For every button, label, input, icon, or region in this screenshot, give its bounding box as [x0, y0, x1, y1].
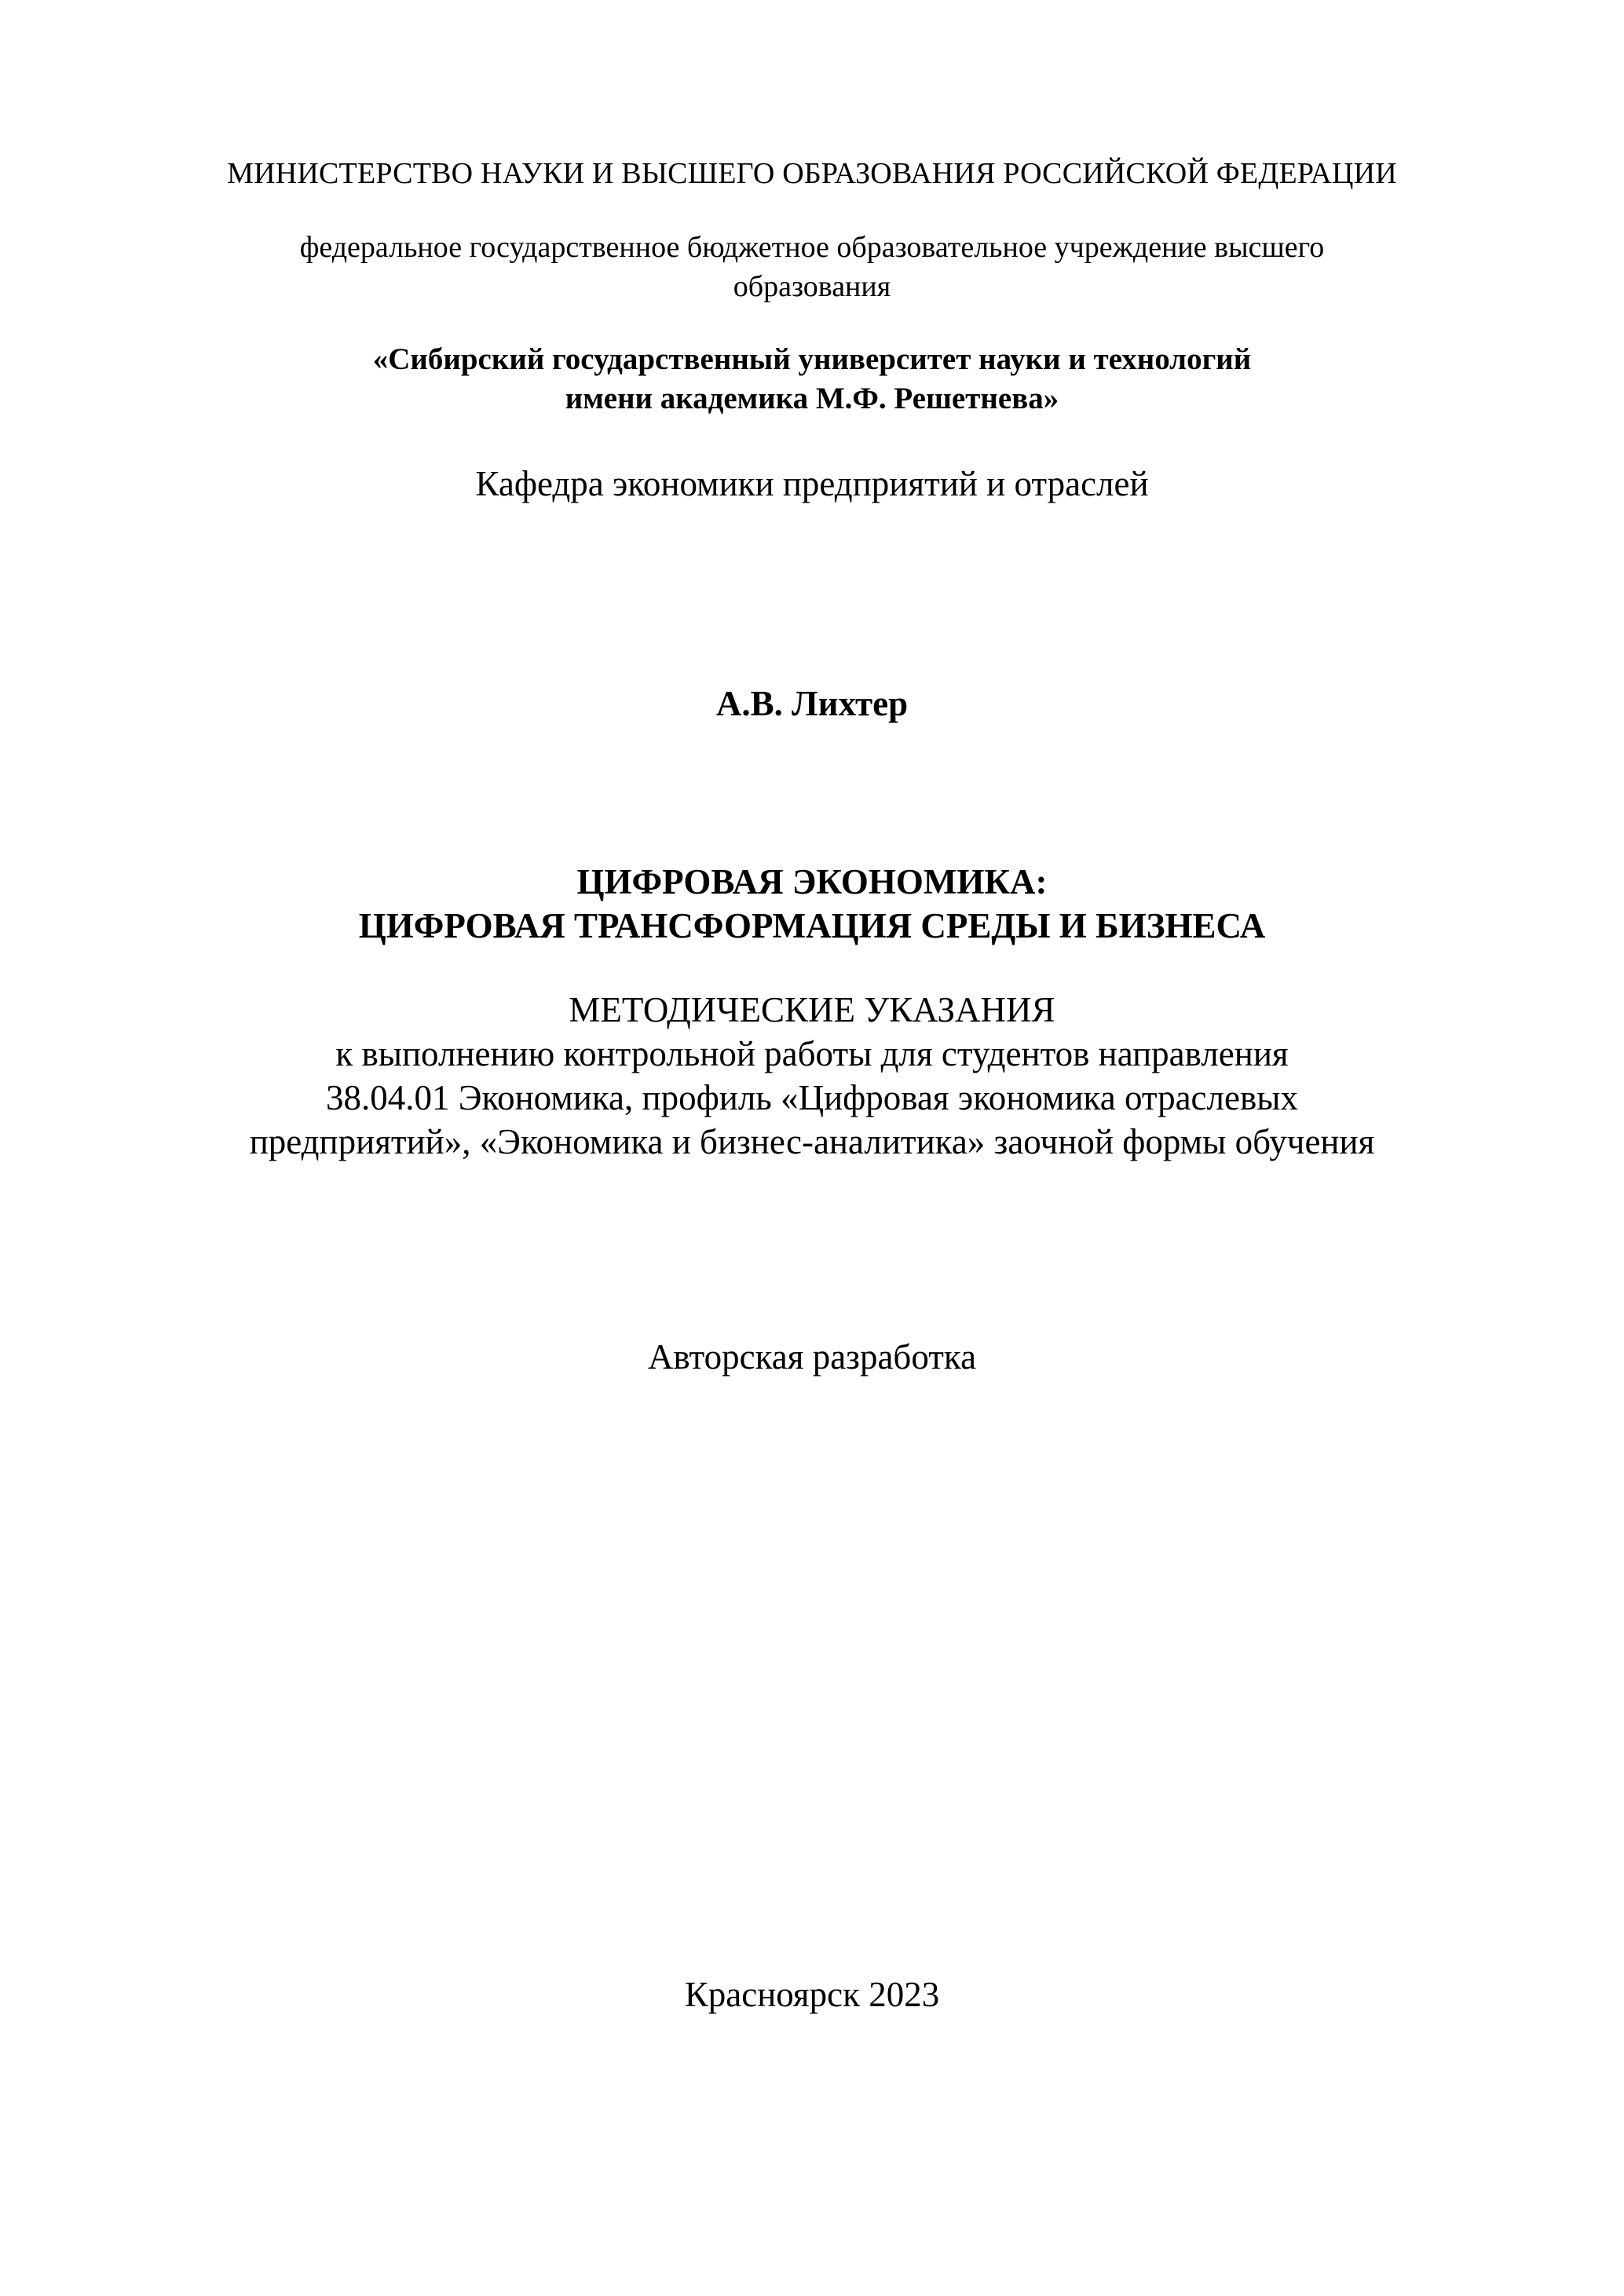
federal-institution-line-2: образования: [733, 270, 891, 303]
city-year: [0, 1972, 1624, 2016]
university-line-1: «Сибирский государственный университет науки и технологий: [372, 342, 1252, 376]
department-name: [0, 462, 1624, 506]
document-title: [0, 860, 1624, 948]
federal-institution: [0, 228, 1624, 306]
purpose-line-2: 38.04.01 Экономика, профиль «Цифровая экономика отраслевых: [326, 1078, 1298, 1117]
purpose-line-1: к выполнению контрольной работы для студентов направления: [335, 1034, 1289, 1073]
title-line-2: ЦИФРОВАЯ ТРАНСФОРМАЦИЯ СРЕДЫ И БИЗНЕСА: [358, 906, 1266, 945]
doc-type-line: МЕТОДИЧЕСКИЕ УКАЗАНИЯ: [569, 990, 1055, 1029]
author-name: [0, 682, 1624, 726]
author-line: А.В. Лихтер: [715, 684, 909, 723]
authorship-note: [0, 1335, 1624, 1379]
university-name: [0, 340, 1624, 419]
document-type: [0, 988, 1624, 1164]
department-line: Кафедра экономики предприятий и отраслей: [475, 464, 1149, 503]
title-line-1: ЦИФРОВАЯ ЭКОНОМИКА:: [576, 862, 1048, 901]
city-year-line: Красноярск 2023: [684, 1975, 940, 2014]
ministry-line: МИНИСТЕРСТВО НАУКИ И ВЫСШЕГО ОБРАЗОВАНИЯ РОССИЙСКОЙ ФЕДЕРАЦИИ: [227, 157, 1397, 190]
authorship-line: Авторская разработка: [647, 1337, 977, 1377]
ministry-heading: [0, 154, 1624, 193]
federal-institution-line-1: федеральное государственное бюджетное образовательное учреждение высшего: [299, 231, 1325, 264]
university-line-2: имени академика М.Ф. Решетнева»: [565, 382, 1059, 415]
purpose-line-3: предприятий», «Экономика и бизнес-аналитика» заочной формы обучения: [249, 1122, 1375, 1161]
